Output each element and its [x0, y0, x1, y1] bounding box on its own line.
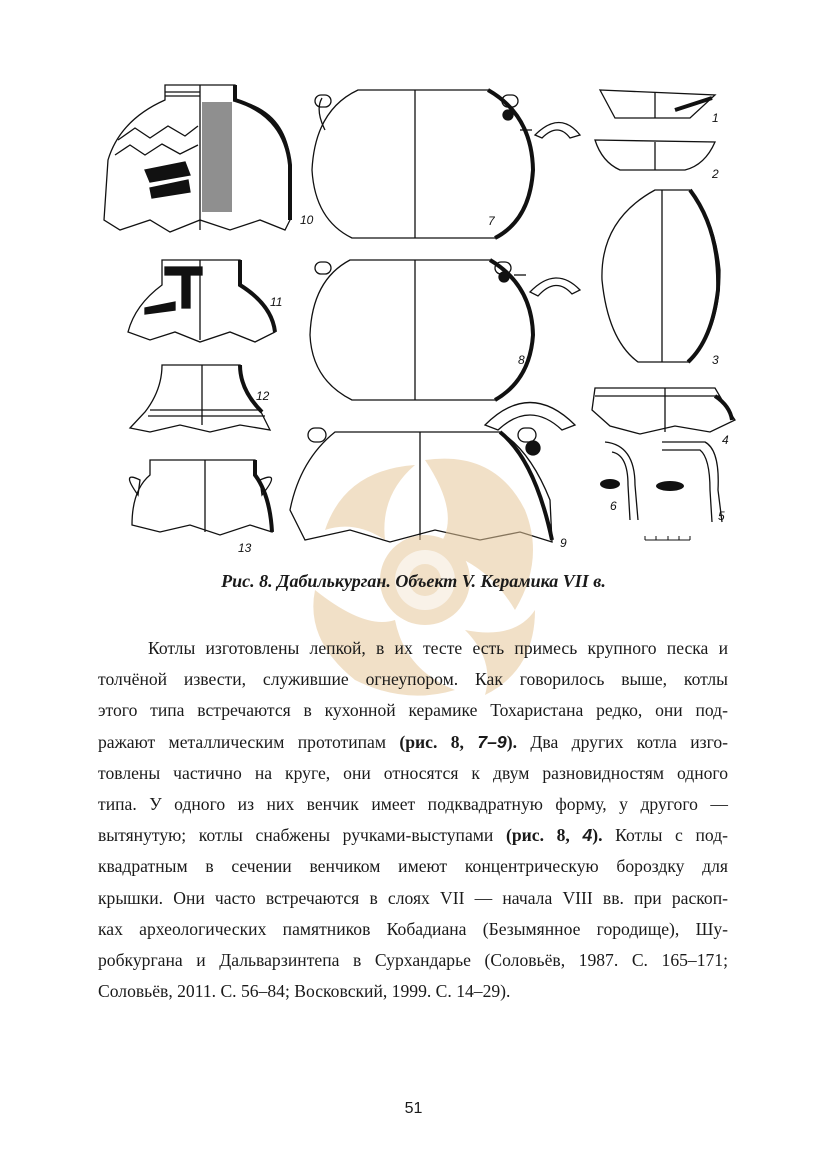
label-1: 1 [712, 111, 719, 125]
vessel-4-drawing [592, 388, 735, 434]
vessel-7-drawing [312, 90, 580, 238]
vessel-3-drawing [602, 190, 720, 362]
vessel-12-drawing [130, 365, 270, 432]
text-line: толчёной извести, служившие огнеупором. Как говорилось выше, котлы [98, 669, 728, 690]
label-7: 7 [488, 214, 495, 228]
vessel-13-drawing [129, 460, 272, 535]
vessel-11-drawing [128, 260, 275, 342]
text-run: ражают металлическим прототипам [98, 731, 400, 752]
label-4: 4 [722, 433, 729, 447]
text-run: вытянутую; котлы снабжены ручками-выступами [98, 825, 506, 846]
figure-reference: (рис. 8, 7–9). [399, 731, 517, 752]
figure-caption: Рис. 8. Дабилькурган. Объект V. Керамика VII в. [221, 571, 606, 591]
text-run: Котлы с под- [602, 825, 729, 846]
figure-reference: (рис. 8, 4). [505, 825, 603, 846]
scale-bar [645, 536, 690, 540]
label-2: 2 [712, 167, 719, 181]
label-11: 11 [270, 295, 283, 309]
vessel-8-drawing [310, 260, 580, 400]
body-paragraph [98, 633, 728, 1007]
label-5: 5 [718, 509, 725, 523]
label-13: 13 [238, 541, 252, 555]
label-10: 10 [300, 213, 314, 227]
text-line: робкургана и Дальварзинтепа в Сурхандарье (Соловьёв, 1987. С. 165–171; [98, 950, 728, 971]
text-line: Котлы изготовлены лепкой, в их тесте есть примесь крупного песка и [148, 638, 728, 658]
text-line [98, 727, 728, 758]
page-number: 51 [404, 1100, 423, 1117]
fragment-5-drawing [656, 442, 722, 522]
label-9: 9 [560, 536, 567, 550]
label-3: 3 [712, 353, 719, 367]
vessel-1-drawing [600, 90, 715, 118]
fragment-6-drawing [600, 442, 638, 520]
text-run: Два других котла изго- [516, 731, 729, 752]
label-12: 12 [256, 389, 270, 403]
text-line: ках археологических памятников Кобадиана (Безымянное городище), Шу- [98, 918, 728, 939]
text-line: типа. У одного из них венчик имеет подквадратную форму, у другого — [98, 794, 728, 815]
text-line: этого типа встречаются в кухонной керамике Тохаристана редко, они под- [98, 700, 728, 721]
vessel-2-drawing [595, 140, 715, 170]
text-line: квадратным в сечении венчиком имеют концентрическую бороздку для [98, 856, 728, 877]
text-line: крышки. Они часто встречаются в слоях VII — начала VIII вв. при раскоп- [98, 887, 728, 908]
label-6: 6 [610, 499, 617, 513]
vessel-10-drawing [104, 85, 290, 232]
text-line: Соловьёв, 2011. С. 56–84; Восковский, 1999. С. 14–29). [98, 981, 511, 1002]
text-line [98, 820, 728, 851]
text-line: товлены частично на круге, они относятся к двум разновидностям одного [98, 762, 728, 783]
label-8: 8 [518, 353, 525, 367]
